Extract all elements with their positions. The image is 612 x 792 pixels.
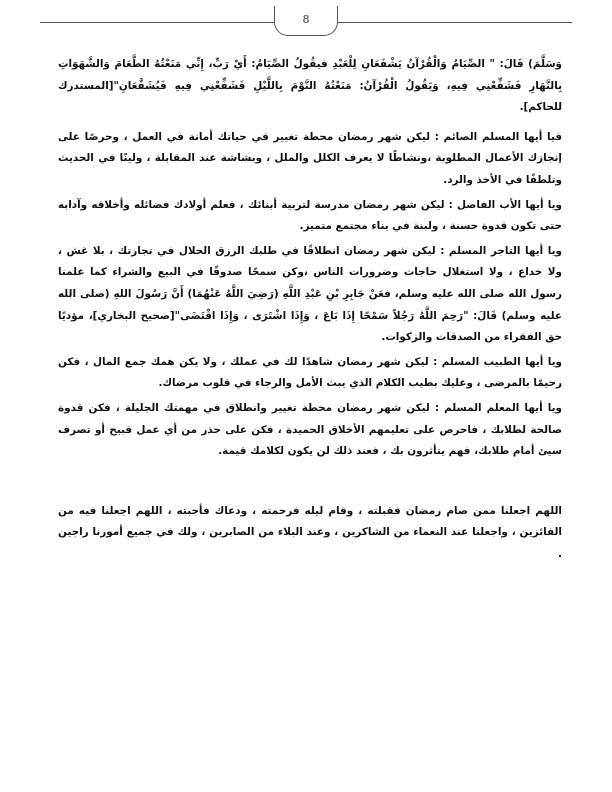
document-body — [58, 54, 562, 568]
fasting-muslim-paragraph: فيا أيها المسلم الصائم : ليكن شهر رمضان محطة تغيير في حياتك أمانة في العمل ، وحرصًا على إنجازك الأعمال المطلوبة ،ونشاطًا لا يعرف الكلل والملل ، وبشاشة عند المقابلة ، ولينًا في الحديث وتلطفًا في الأخذ والرد. — [58, 130, 562, 186]
closing-prayer-paragraph: اللهم اجعلنا ممن صام رمضان فقبلته ، وقام ليله فرحمته ، ودعاك فأجبته ، اللهم اجعلنا فيه من الفائزين ، واجعلنا عند النعماء من الشاكرين ، وعند البلاء من الصابرين ، ولك في جميع أمورنا راجين . — [58, 504, 562, 560]
teacher-paragraph: ويا أيها المعلم المسلم : ليكن شهر رمضان محطة تغيير وانطلاق في مهمتك الجليلة ، فكن قدوة صالحة لطلابك ، فاحرص على تعليمهم الأخلاق الحميدة ، فكن على حذر من أي عمل قبيح أو تصرف سيئ أمام طلابك، فهم يتأثرون بك ، فعند ذلك لن يكون لكلامك قيمة. — [58, 401, 562, 458]
header-rule-left — [40, 22, 274, 23]
merchant-paragraph: ويا أيها التاجر المسلم : ليكن شهر رمضان انطلاقًا في طلبك الرزق الحلال في تجارتك ، بلا غش ، ولا خداع ، ولا استغلال حاجات وضرورات الناس ،وكن سمحًا صدوقًا في البيع والشراء كما علمنا رسول الله صلى الله عليه وسلم، فعَنْ جَابِرِ بْنِ عَبْدِ اللَّهِ (رَضِيَ اللَّهُ عَنْهُمَا) أَنَّ رَسُولَ اللهِ (صلى الله عليه وسلم) قَالَ: "رَحِمَ اللَّهُ رَجُلاً سَمْحًا إِذَا بَاعَ ، وَإِذَا اشْتَرَى ، وَإِذَا اقْتَضَى"[صحيح البخاري]، مؤديًا حق الفقراء من الصدقات والزكوات. — [58, 244, 562, 344]
page-number: 8 — [274, 6, 338, 36]
father-paragraph: ويا أيها الأب الفاضل : ليكن شهر رمضان مدرسة لتربية أبنائك ، فعلم أولادك فضائله وأخلاقه وآدابه حتى تكون قدوة حسنة ، ولبنة في بناء مجتمع متميز. — [58, 198, 562, 233]
hadith-paragraph: وَسَلَّمَ) قَالَ: " الصِّيَامُ وَالْقُرْآنُ يَشْفَعَانِ لِلْعَبْدِ فيقُولُ الصِّيَامُ: أَيْ رَبِّ، إِنِّي مَنَعْتُهُ الطَّعَامَ وَالشَّهَوَاتِ بِالنَّهَارِ فَشَفِّعْنِي فِيهِ، وَيَقُولُ الْقُرْآنُ: مَنَعْتُهُ النَّوْمَ بِاللَّيْلِ فَشَفِّعْنِي فِيهِ فَيُشَفَّعَانِ"[المستدرك للحاكم]. — [58, 58, 562, 114]
header-rule-right — [338, 22, 572, 23]
doctor-paragraph: ويا أيها الطبيب المسلم : ليكن شهر رمضان شاهدًا لك في عملك ، ولا يكن همك جمع المال ، فكن رحيمًا بالمرضى ، وعليك بطيب الكلام الذي يبث الأمل والرجاء في قلوب مرضاك. — [58, 355, 562, 390]
